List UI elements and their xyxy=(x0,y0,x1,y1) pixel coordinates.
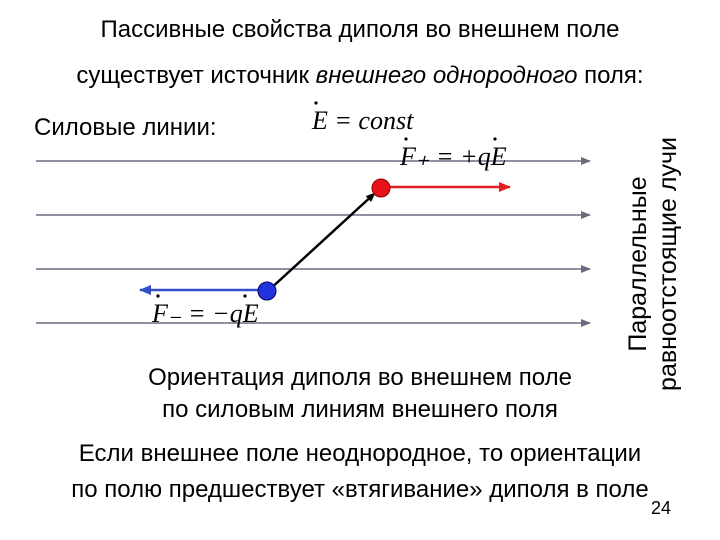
field-lines-label: Силовые линии: xyxy=(34,114,217,141)
caption-line-2: по силовым линиям внешнего поля xyxy=(162,396,558,423)
formula-e-const: E = const xyxy=(312,106,414,135)
subtitle-italic: внешнего однородного xyxy=(315,62,578,89)
formula-f-minus: F₋ = −qE xyxy=(152,299,259,328)
vector-dot-e xyxy=(314,101,317,104)
note-line-1: Если внешнее поле неоднородное, то ориентации xyxy=(78,440,642,467)
caption-line-1: Ориентация диполя во внешнем поле xyxy=(148,364,572,391)
negative-charge xyxy=(258,282,276,300)
vector-dot-f-plus xyxy=(404,137,407,140)
subtitle-text-start: существует источник xyxy=(76,62,316,89)
positive-charge xyxy=(372,179,390,197)
dipole-axis-arrow xyxy=(268,193,375,291)
parallel-rays-label xyxy=(623,134,683,394)
page-number: 24 xyxy=(651,498,672,518)
note-line-2: по полю предшествует «втягивание» диполя в поле xyxy=(71,476,649,503)
parallel-rays-line-1: Параллельные xyxy=(624,176,652,352)
parallel-rays-line-2: равноотстоящие лучи xyxy=(654,137,682,391)
vector-dot-e-plus xyxy=(493,137,496,140)
slide-title: Пассивные свойства диполя во внешнем поле xyxy=(100,16,620,43)
vector-dot-f-minus xyxy=(156,294,159,297)
vector-dot-e-minus xyxy=(243,294,246,297)
subtitle-text-end: поля: xyxy=(577,62,644,89)
formula-f-plus: F₊ = +qE xyxy=(400,142,507,171)
